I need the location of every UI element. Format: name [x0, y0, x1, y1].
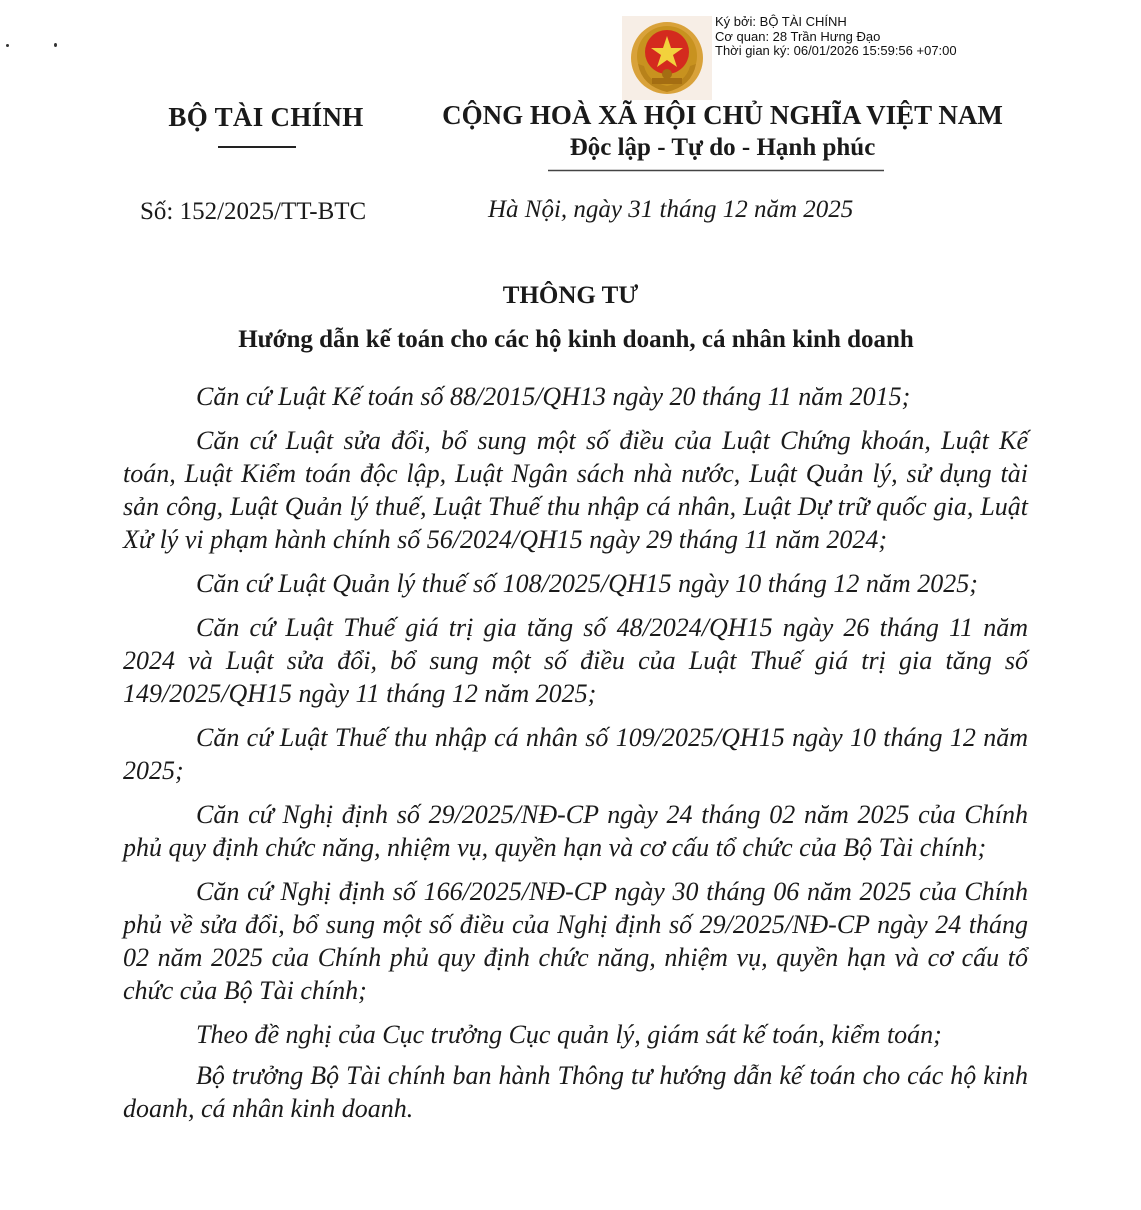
- signature-organization: Cơ quan: 28 Trần Hưng Đạo: [715, 28, 881, 44]
- national-title: CỘNG HOÀ XÃ HỘI CHỦ NGHĨA VIỆT NAM: [442, 100, 1003, 130]
- legal-basis-paragraph: Căn cứ Luật Kế toán số 88/2015/QH13 ngày 20 tháng 11 năm 2015;: [196, 382, 911, 411]
- document-body: [123, 380, 1028, 1136]
- scan-speck: [54, 43, 57, 47]
- national-motto: Độc lập - Tự do - Hạnh phúc: [569, 134, 876, 161]
- legal-basis-paragraph: Căn cứ Nghị định số 166/2025/NĐ-CP ngày 30 tháng 06 năm 2025 của Chính phủ về sửa đổi, bổ sung một số điều của Nghị định số 29/2025/NĐ-CP ngày 24 tháng 02 năm 2025 của Chính phủ quy định chức năng, nhiệm vụ, quyền hạn và cơ cấu tổ chức của Bộ Tài chính;: [123, 877, 1028, 1005]
- issuing-agency: BỘ TÀI CHÍNH: [168, 102, 364, 132]
- national-emblem-icon: [622, 16, 712, 100]
- place-and-date: Hà Nội, ngày 31 tháng 12 năm 2025: [488, 196, 854, 223]
- signature-time: Thời gian ký: 06/01/2026 15:59:56 +07:00: [715, 43, 957, 58]
- proposal-paragraph: Theo đề nghị của Cục trưởng Cục quản lý, giám sát kế toán, kiểm toán;: [196, 1020, 942, 1049]
- digital-signature-block: [715, 15, 957, 59]
- document-subject: Hướng dẫn kế toán cho các hộ kinh doanh, cá nhân kinh doanh: [238, 326, 914, 353]
- promulgation-paragraph: Bộ trưởng Bộ Tài chính ban hành Thông tư hướng dẫn kế toán cho các hộ kinh doanh, cá nhân kinh doanh.: [123, 1061, 1028, 1123]
- agency-divider: [218, 146, 296, 148]
- legal-basis-paragraph: Căn cứ Luật Thuế thu nhập cá nhân số 109/2025/QH15 ngày 10 tháng 12 năm 2025;: [123, 723, 1028, 785]
- legal-basis-paragraph: Căn cứ Luật Thuế giá trị gia tăng số 48/2024/QH15 ngày 26 tháng 11 năm 2024 và Luật sửa đổi, bổ sung một số điều của Luật Thuế giá trị gia tăng số 149/2025/QH15 ngày 11 tháng 12 năm 2025;: [123, 613, 1028, 708]
- scan-speck: [6, 44, 9, 47]
- legal-basis-paragraph: Căn cứ Luật sửa đổi, bổ sung một số điều của Luật Chứng khoán, Luật Kế toán, Luật Kiểm toán độc lập, Luật Ngân sách nhà nước, Luật Quản lý, sử dụng tài sản công, Luật Quản lý thuế, Luật Thuế thu nhập cá nhân, Luật Dự trữ quốc gia, Luật Xử lý vi phạm hành chính số 56/2024/QH15 ngày 29 tháng 11 năm 2024;: [123, 426, 1028, 554]
- document-number: Số: 152/2025/TT-BTC: [140, 198, 367, 225]
- document-type-title: THÔNG TƯ: [502, 282, 639, 309]
- legal-basis-paragraph: Căn cứ Luật Quản lý thuế số 108/2025/QH15 ngày 10 tháng 12 năm 2025;: [196, 569, 978, 598]
- signature-signer: Ký bởi: BỘ TÀI CHÍNH: [715, 14, 847, 29]
- motto-underline: [548, 169, 884, 173]
- legal-basis-paragraph: Căn cứ Nghị định số 29/2025/NĐ-CP ngày 24 tháng 02 năm 2025 của Chính phủ quy định chức năng, nhiệm vụ, quyền hạn và cơ cấu tổ chức của Bộ Tài chính;: [123, 800, 1028, 862]
